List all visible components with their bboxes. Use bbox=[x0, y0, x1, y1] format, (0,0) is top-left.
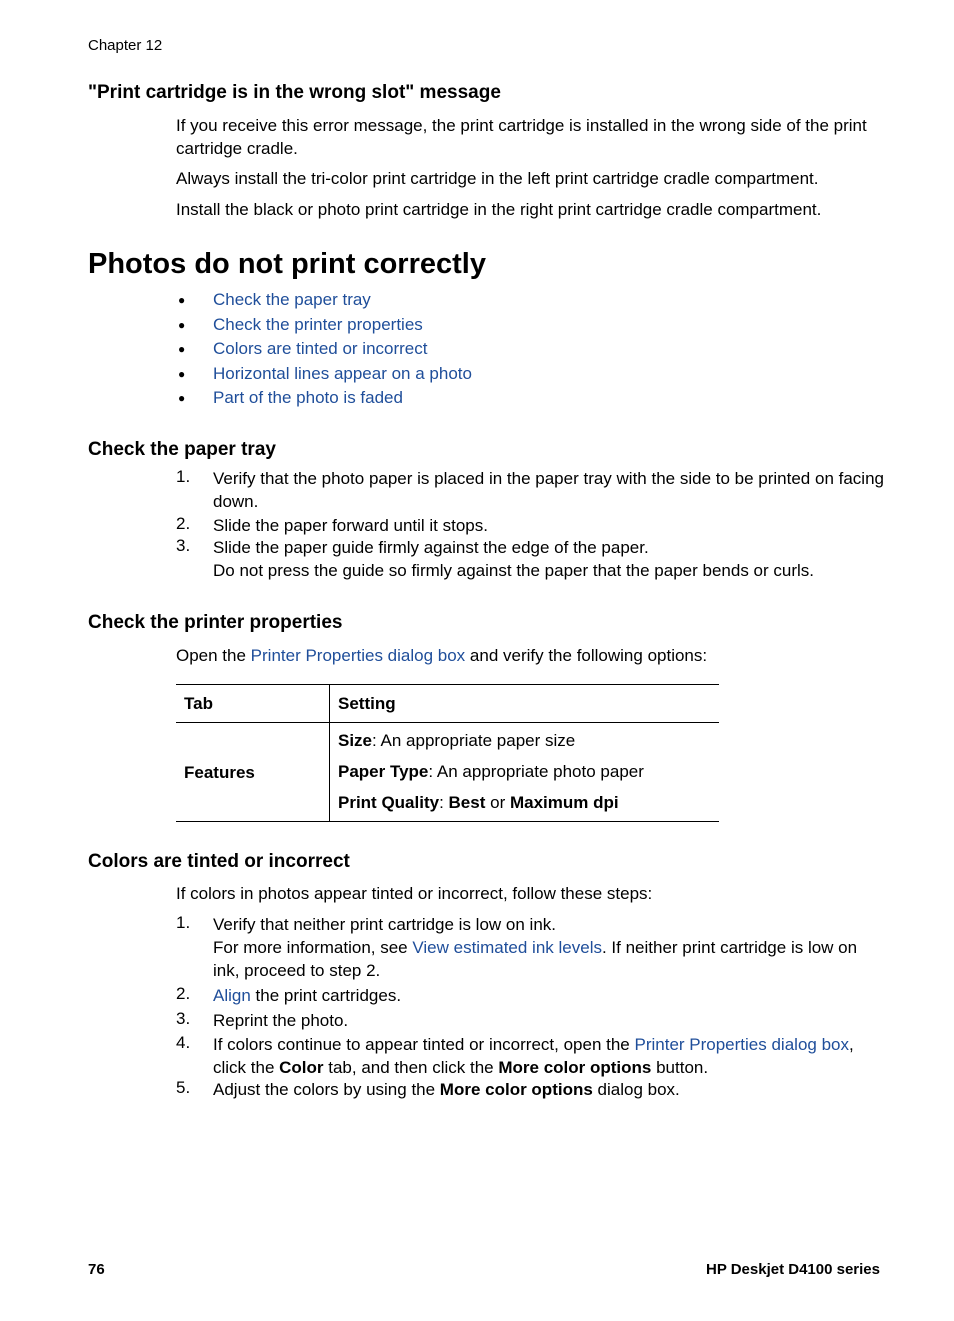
view-ink-levels-link[interactable]: View estimated ink levels bbox=[412, 938, 602, 957]
table-cell-tab-features: Features bbox=[184, 763, 255, 782]
setting-print-quality bbox=[338, 793, 619, 813]
table-header-tab: Tab bbox=[184, 694, 213, 713]
step-sentence: Adjust the colors by using the bbox=[213, 1080, 440, 1099]
step-text bbox=[213, 913, 885, 982]
page-number: 76 bbox=[88, 1261, 105, 1278]
section-heading-paper-tray: Check the paper tray bbox=[88, 439, 276, 460]
step-sentence: . If neither print cartridge is low on ink, proceed to step 2. bbox=[213, 938, 858, 980]
step-text bbox=[213, 1033, 885, 1079]
step-number: 4. bbox=[176, 1033, 191, 1052]
settings-table bbox=[176, 684, 719, 822]
bullet-icon: ● bbox=[178, 293, 186, 307]
section-heading-printer-properties: Check the printer properties bbox=[88, 612, 343, 633]
bullet-icon: ● bbox=[178, 342, 186, 356]
table-rule bbox=[176, 722, 719, 723]
printer-properties-dialog-link[interactable]: Printer Properties dialog box bbox=[634, 1035, 849, 1054]
step-number: 3. bbox=[176, 1009, 191, 1028]
step-text bbox=[213, 984, 885, 1007]
printer-properties-dialog-link[interactable]: Printer Properties dialog box bbox=[250, 646, 466, 665]
bullet-icon: ● bbox=[178, 367, 186, 381]
step-number: 1. bbox=[176, 913, 191, 932]
more-color-options-label: More color options bbox=[498, 1058, 652, 1077]
table-rule bbox=[329, 684, 330, 822]
step-text: Slide the paper guide firmly against the edge of the paper. bbox=[213, 538, 649, 557]
step-text: Verify that the photo paper is placed in the paper tray with the side to be printed on facing down. bbox=[213, 469, 884, 511]
setting-label: Paper Type bbox=[338, 762, 429, 781]
step-sentence: , click the bbox=[213, 1035, 854, 1077]
setting-label: Print Quality bbox=[338, 793, 440, 812]
align-link[interactable]: Align bbox=[213, 986, 251, 1005]
colors-intro: If colors in photos appear tinted or incorrect, follow these steps: bbox=[176, 884, 653, 903]
step-sentence: the print cartridges. bbox=[250, 986, 402, 1005]
section-heading-wrong-slot: "Print cartridge is in the wrong slot" message bbox=[88, 82, 501, 103]
setting-sep: or bbox=[485, 793, 510, 812]
table-header-setting: Setting bbox=[338, 694, 396, 713]
table-rule bbox=[176, 684, 719, 685]
setting-label: Size bbox=[338, 731, 373, 750]
step-number: 1. bbox=[176, 467, 191, 486]
step-note: Do not press the guide so firmly against the paper that the paper bends or curls. bbox=[213, 561, 815, 580]
toc-link-printer-properties[interactable]: Check the printer properties bbox=[213, 315, 423, 334]
running-header: Chapter 12 bbox=[88, 37, 163, 54]
intro-text: Open the bbox=[176, 646, 251, 665]
color-tab-label: Color bbox=[279, 1058, 324, 1077]
setting-value: : An appropriate photo paper bbox=[428, 762, 644, 781]
step-number: 3. bbox=[176, 536, 191, 555]
step-number: 2. bbox=[176, 984, 191, 1003]
wrong-slot-paragraph-3: Install the black or photo print cartridge in the right print cartridge cradle compartment. bbox=[176, 200, 822, 219]
toc-link-colors-tinted[interactable]: Colors are tinted or incorrect bbox=[213, 339, 428, 358]
step-text: Reprint the photo. bbox=[213, 1011, 349, 1030]
step-text: Slide the paper forward until it stops. bbox=[213, 516, 488, 535]
product-name: HP Deskjet D4100 series bbox=[705, 1261, 880, 1278]
step-sentence: For more information, see bbox=[213, 938, 413, 957]
toc-link-paper-tray[interactable]: Check the paper tray bbox=[213, 290, 371, 309]
setting-value-best: Best bbox=[448, 793, 486, 812]
more-color-options-label: More color options bbox=[439, 1080, 593, 1099]
toc-link-horizontal-lines[interactable]: Horizontal lines appear on a photo bbox=[213, 364, 472, 383]
page-title: Photos do not print correctly bbox=[88, 248, 486, 280]
step-number: 5. bbox=[176, 1078, 191, 1097]
step-sentence: dialog box. bbox=[592, 1080, 680, 1099]
step-sentence: Verify that neither print cartridge is low on ink. bbox=[213, 915, 556, 934]
step-number: 2. bbox=[176, 514, 191, 533]
setting-size bbox=[338, 731, 575, 751]
toc-link-photo-faded[interactable]: Part of the photo is faded bbox=[213, 388, 403, 407]
wrong-slot-paragraph-1: If you receive this error message, the print cartridge is installed in the wrong side of the print cartridge cradle. bbox=[176, 116, 867, 158]
setting-paper-type bbox=[338, 762, 644, 782]
table-rule bbox=[176, 821, 719, 822]
setting-sep: : bbox=[439, 793, 449, 812]
step-sentence: button. bbox=[651, 1058, 709, 1077]
step-text bbox=[213, 1078, 885, 1101]
setting-value-max: Maximum dpi bbox=[509, 793, 619, 812]
setting-value: : An appropriate paper size bbox=[372, 731, 576, 750]
step-sentence: tab, and then click the bbox=[323, 1058, 499, 1077]
step-sentence: If colors continue to appear tinted or incorrect, open the bbox=[213, 1035, 635, 1054]
section-heading-colors: Colors are tinted or incorrect bbox=[88, 851, 350, 872]
wrong-slot-paragraph-2: Always install the tri-color print cartridge in the left print cartridge cradle compartment. bbox=[176, 169, 819, 188]
bullet-icon: ● bbox=[178, 391, 186, 405]
intro-text: and verify the following options: bbox=[465, 646, 708, 665]
bullet-icon: ● bbox=[178, 318, 186, 332]
printer-properties-intro bbox=[176, 644, 886, 667]
